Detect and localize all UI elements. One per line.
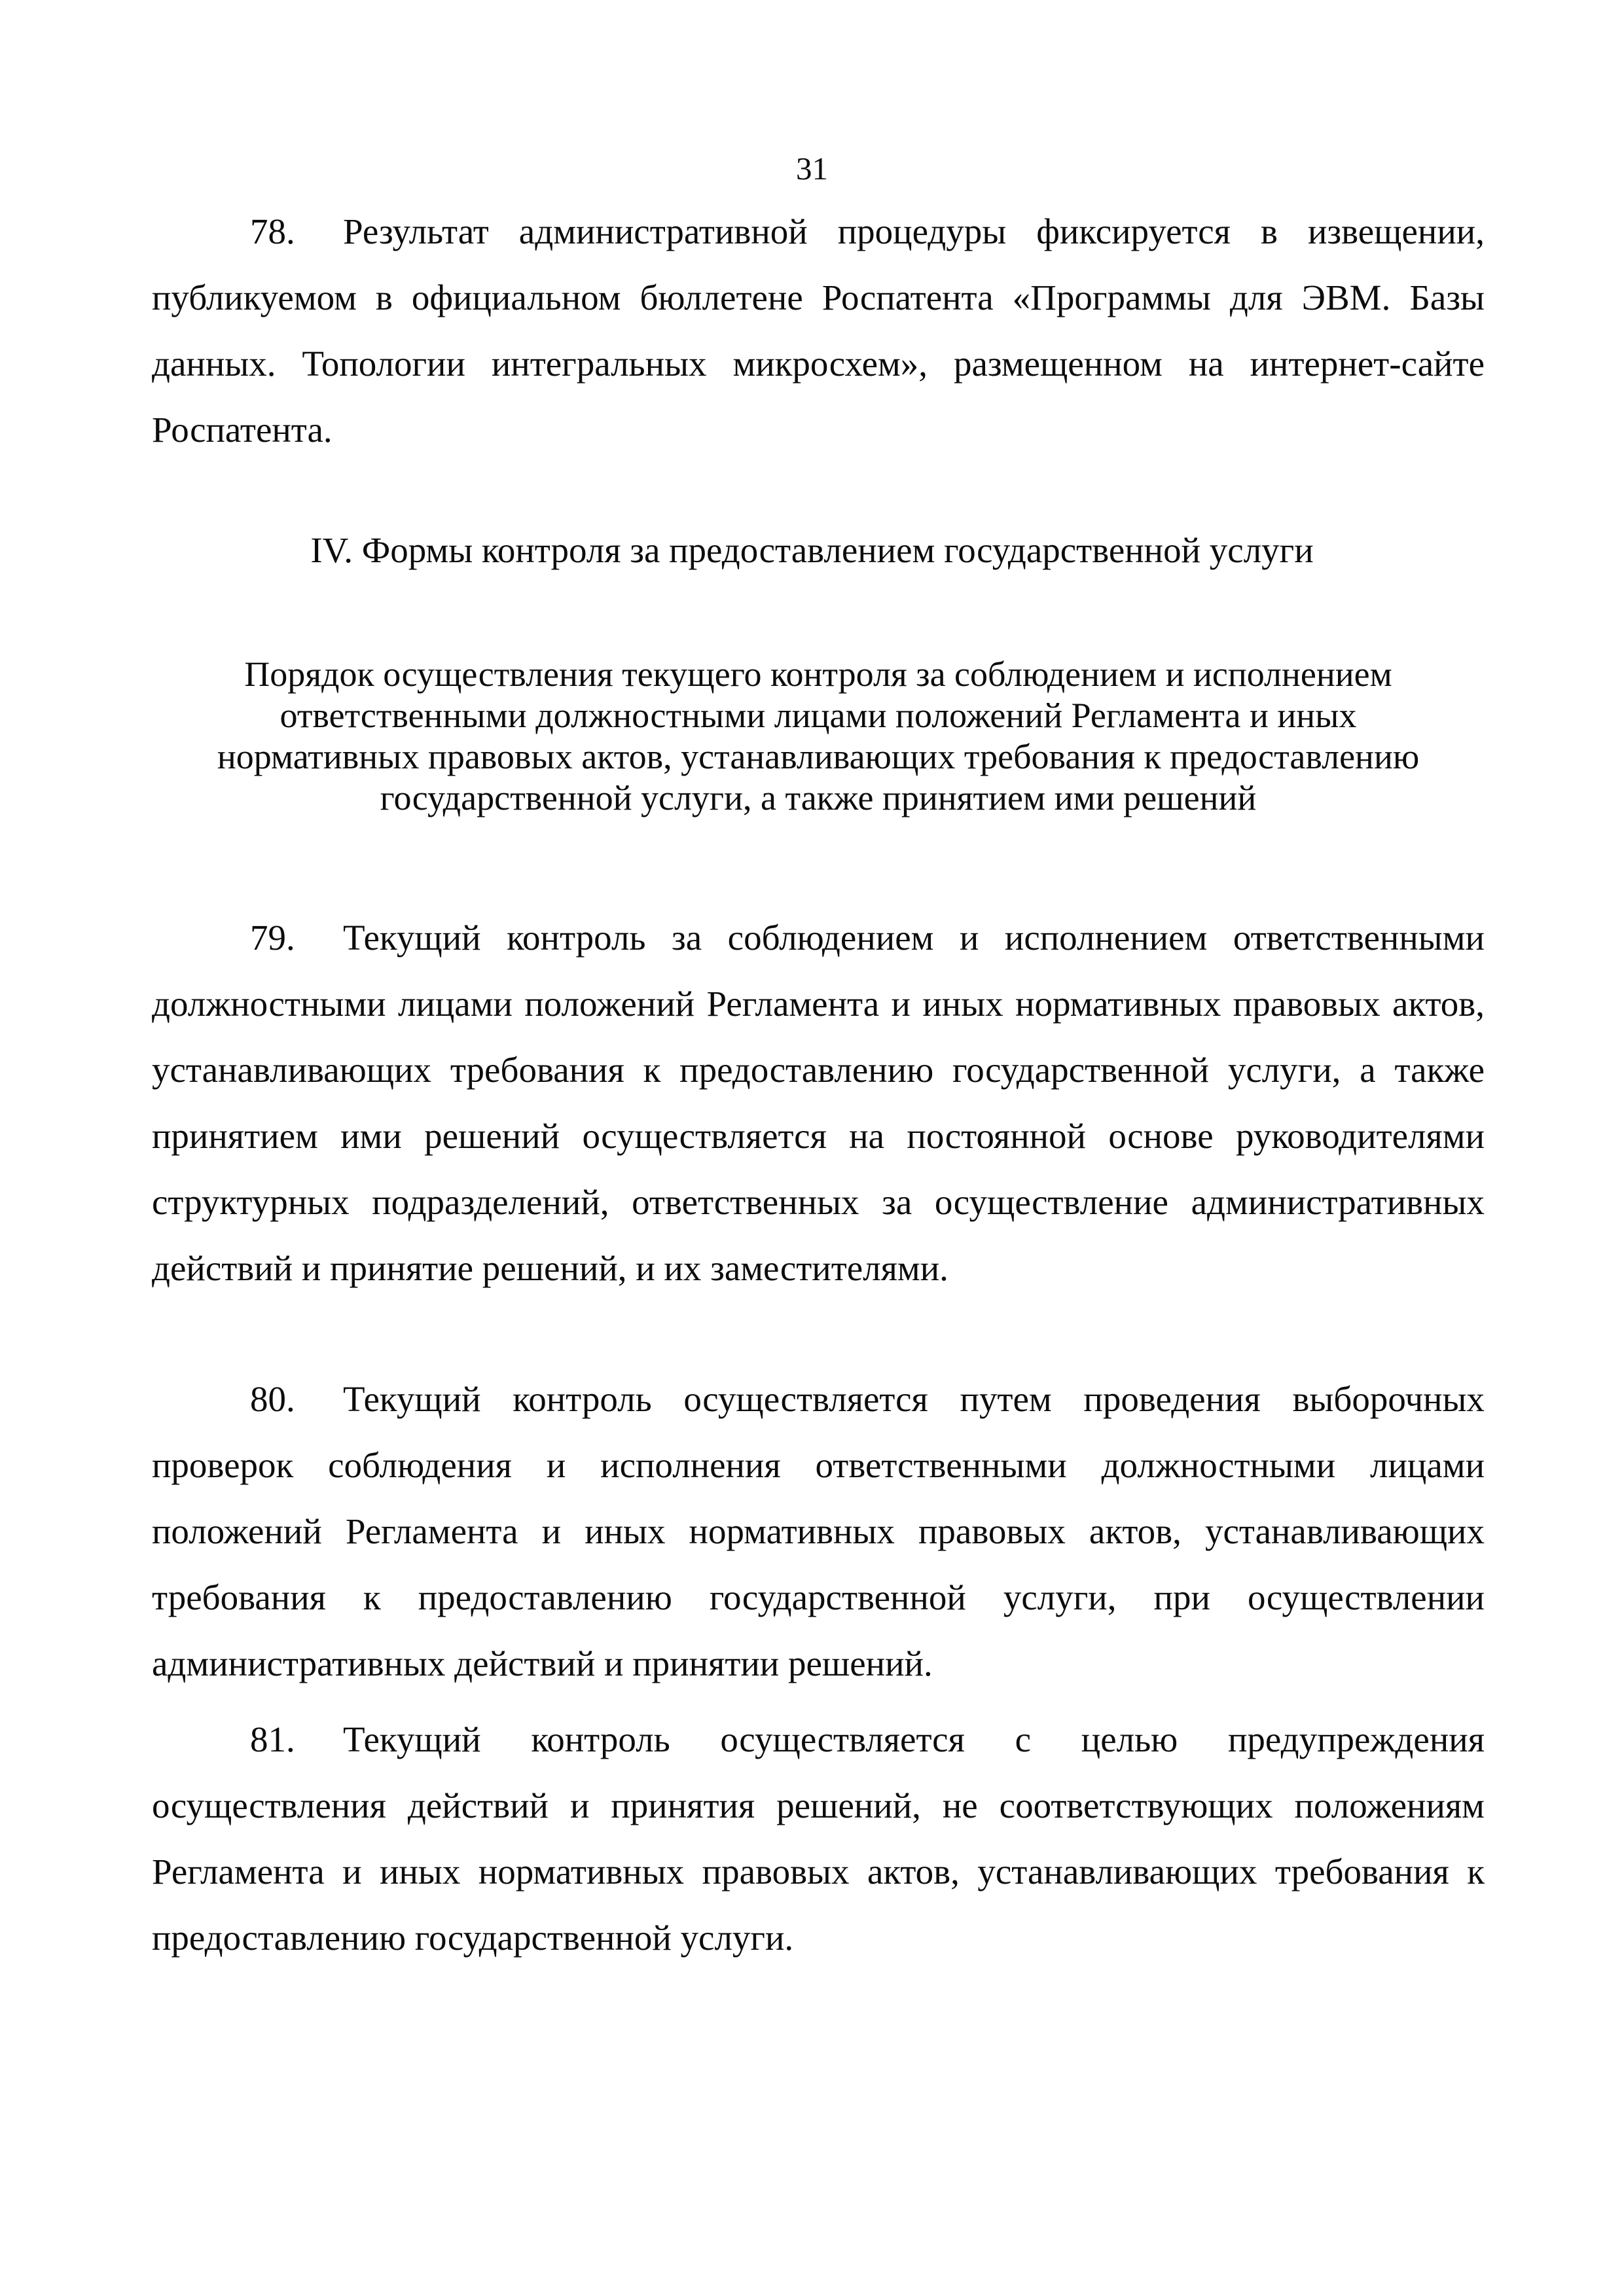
- paragraph-79-number: 79.: [250, 918, 295, 958]
- paragraph-78: [152, 198, 1485, 463]
- subsection-heading-line: нормативных правовых актов, устанавливающих требования к предоставлению: [217, 737, 1420, 776]
- page-number: 31: [796, 151, 828, 187]
- paragraph-78-number: 78.: [250, 211, 295, 251]
- paragraph-79-body: [152, 905, 1485, 1301]
- paragraph-81-number: 81.: [250, 1719, 295, 1759]
- paragraph-80-body: [152, 1366, 1485, 1696]
- paragraph-81-body: [152, 1706, 1485, 1971]
- subsection-heading-line: Порядок осуществления текущего контроля за соблюдением и исполнением: [244, 655, 1392, 694]
- paragraph-80-text: Текущий контроль осуществляется путем проведения выборочных проверок соблюдения и исполнения ответственными должностными лицами положений Регламента и иных нормативных правовых актов, устанавливающих требования к предоставлению государственной услуги, при осуществлении административных действий и принятии решений.: [152, 1379, 1485, 1683]
- subsection-heading-line: ответственными должностными лицами положений Регламента и иных: [280, 696, 1357, 735]
- paragraph-80-number: 80.: [250, 1379, 295, 1419]
- paragraph-79-text: Текущий контроль за соблюдением и исполнением ответственными должностными лицами положений Регламента и иных нормативных правовых актов, устанавливающих требования к предоставлению государственной услуги, а также принятием ими решений осуществляется на постоянной основе руководителями структурных подразделений, ответственных за осуществление административных действий и принятие решений, и их заместителями.: [152, 918, 1485, 1288]
- paragraph-78-body: [152, 198, 1485, 463]
- paragraph-78-text: Результат административной процедуры фиксируется в извещении, публикуемом в официальном бюллетене Роспатента «Программы для ЭВМ. Базы данных. Топологии интегральных микросхем», размещенном на интернет-сайте Роспатента.: [152, 211, 1485, 450]
- paragraph-80: [152, 1366, 1485, 1696]
- paragraph-81: [152, 1706, 1485, 1971]
- section-heading: IV. Формы контроля за предоставлением государственной услуги: [310, 530, 1314, 570]
- paragraph-79: [152, 905, 1485, 1301]
- paragraph-81-text: Текущий контроль осуществляется с целью предупреждения осуществления действий и принятия решений, не соответствующих положениям Регламента и иных нормативных правовых актов, устанавливающих требования к предоставлению государственной услуги.: [152, 1719, 1485, 1958]
- subsection-heading: [152, 654, 1485, 819]
- subsection-heading-line: государственной услуги, а также принятием ими решений: [380, 778, 1257, 817]
